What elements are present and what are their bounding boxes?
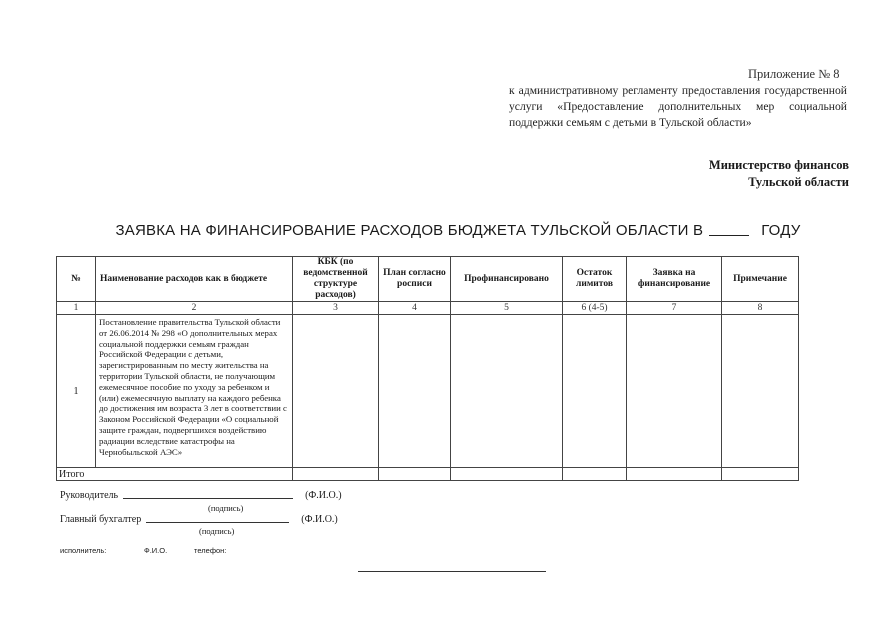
total-plan-cell[interactable] <box>379 468 451 481</box>
head-signature-hint: (подпись) <box>208 503 244 513</box>
ministry-line-2: Тульской области <box>748 175 849 189</box>
column-number: 5 <box>451 302 563 315</box>
total-note-cell[interactable] <box>722 468 799 481</box>
row-remaining-cell[interactable] <box>563 315 627 468</box>
total-request-cell[interactable] <box>627 468 722 481</box>
total-financed-cell[interactable] <box>451 468 563 481</box>
header-cell-kbk: КБК (по ведомственной структуре расходов) <box>293 257 379 302</box>
row-kbk-cell[interactable] <box>293 315 379 468</box>
row-plan-cell[interactable] <box>379 315 451 468</box>
document-title <box>60 222 856 239</box>
column-number: 7 <box>627 302 722 315</box>
row-financed-cell[interactable] <box>451 315 563 468</box>
chief-accountant-signature-line <box>60 514 338 525</box>
bottom-divider <box>358 571 546 572</box>
total-row <box>57 468 799 481</box>
chief-accountant-fio: (Ф.И.О.) <box>301 514 338 525</box>
header-cell-remaining: Остаток лимитов <box>563 257 627 302</box>
appendix-title: Приложение № 8 <box>748 67 840 81</box>
chief-accountant-signature-field[interactable] <box>146 521 289 523</box>
column-number: 1 <box>57 302 96 315</box>
header-cell-request: Заявка на финансирование <box>627 257 722 302</box>
phone-label: телефон: <box>194 546 227 555</box>
head-signature-field[interactable] <box>123 497 293 499</box>
column-number: 3 <box>293 302 379 315</box>
executor-label: исполнитель: <box>60 546 107 555</box>
appendix-text: к административному регламенту предоставления государственной услуги «Предоставление дополнительных мер социальной поддержки семьям с детьми в Тульской области» <box>509 84 847 129</box>
column-number: 8 <box>722 302 799 315</box>
column-number: 6 (4-5) <box>563 302 627 315</box>
table-row <box>57 315 799 468</box>
header-cell-name: Наименование расходов как в бюджете <box>96 257 293 302</box>
header-cell-number: № <box>57 257 96 302</box>
column-number: 2 <box>96 302 293 315</box>
head-signature-line <box>60 490 342 501</box>
recipient-block <box>709 157 849 191</box>
header-cell-plan: План согласно росписи <box>379 257 451 302</box>
title-suffix: ГОДУ <box>761 222 801 239</box>
executor-fio: Ф.И.О. <box>144 546 168 555</box>
row-number: 1 <box>57 315 96 468</box>
chief-accountant-signature-hint: (подпись) <box>199 526 235 536</box>
ministry-line-1: Министерство финансов <box>708 158 849 172</box>
head-label: Руководитель <box>60 490 119 501</box>
total-label: Итого <box>57 468 293 481</box>
chief-accountant-label: Главный бухгалтер <box>60 514 142 525</box>
title-prefix: ЗАЯВКА НА ФИНАНСИРОВАНИЕ РАСХОДОВ БЮДЖЕТА ТУЛЬСКОЙ ОБЛАСТИ В <box>115 222 704 239</box>
row-note-cell[interactable] <box>722 315 799 468</box>
total-kbk-cell[interactable] <box>293 468 379 481</box>
header-cell-note: Примечание <box>722 257 799 302</box>
column-number: 4 <box>379 302 451 315</box>
budget-request-table <box>56 256 799 481</box>
head-fio: (Ф.И.О.) <box>305 490 342 501</box>
header-row <box>57 257 799 302</box>
header-cell-financed: Профинансировано <box>451 257 563 302</box>
year-blank[interactable] <box>709 234 749 236</box>
row-expense-name: Постановление правительства Тульской области от 26.06.2014 № 298 «О дополнительных мерах социальной поддержки семьям граждан Российской Федерации с детьми, зарегистрированным по месту жительства на территории Тульской области, не получающим ежемесячное пособие по уходу за ребенком и (или) ежемесячную выплату на каждого ребенка до достижения им возраста 3 лет в соответствии с Законом Российской Федерации «О социальной защите граждан, подвергшихся воздействию радиации вследствие катастрофы на Чернобыльской АЭС» <box>96 315 293 468</box>
column-number-row <box>57 302 799 315</box>
total-remaining-cell[interactable] <box>563 468 627 481</box>
row-request-cell[interactable] <box>627 315 722 468</box>
